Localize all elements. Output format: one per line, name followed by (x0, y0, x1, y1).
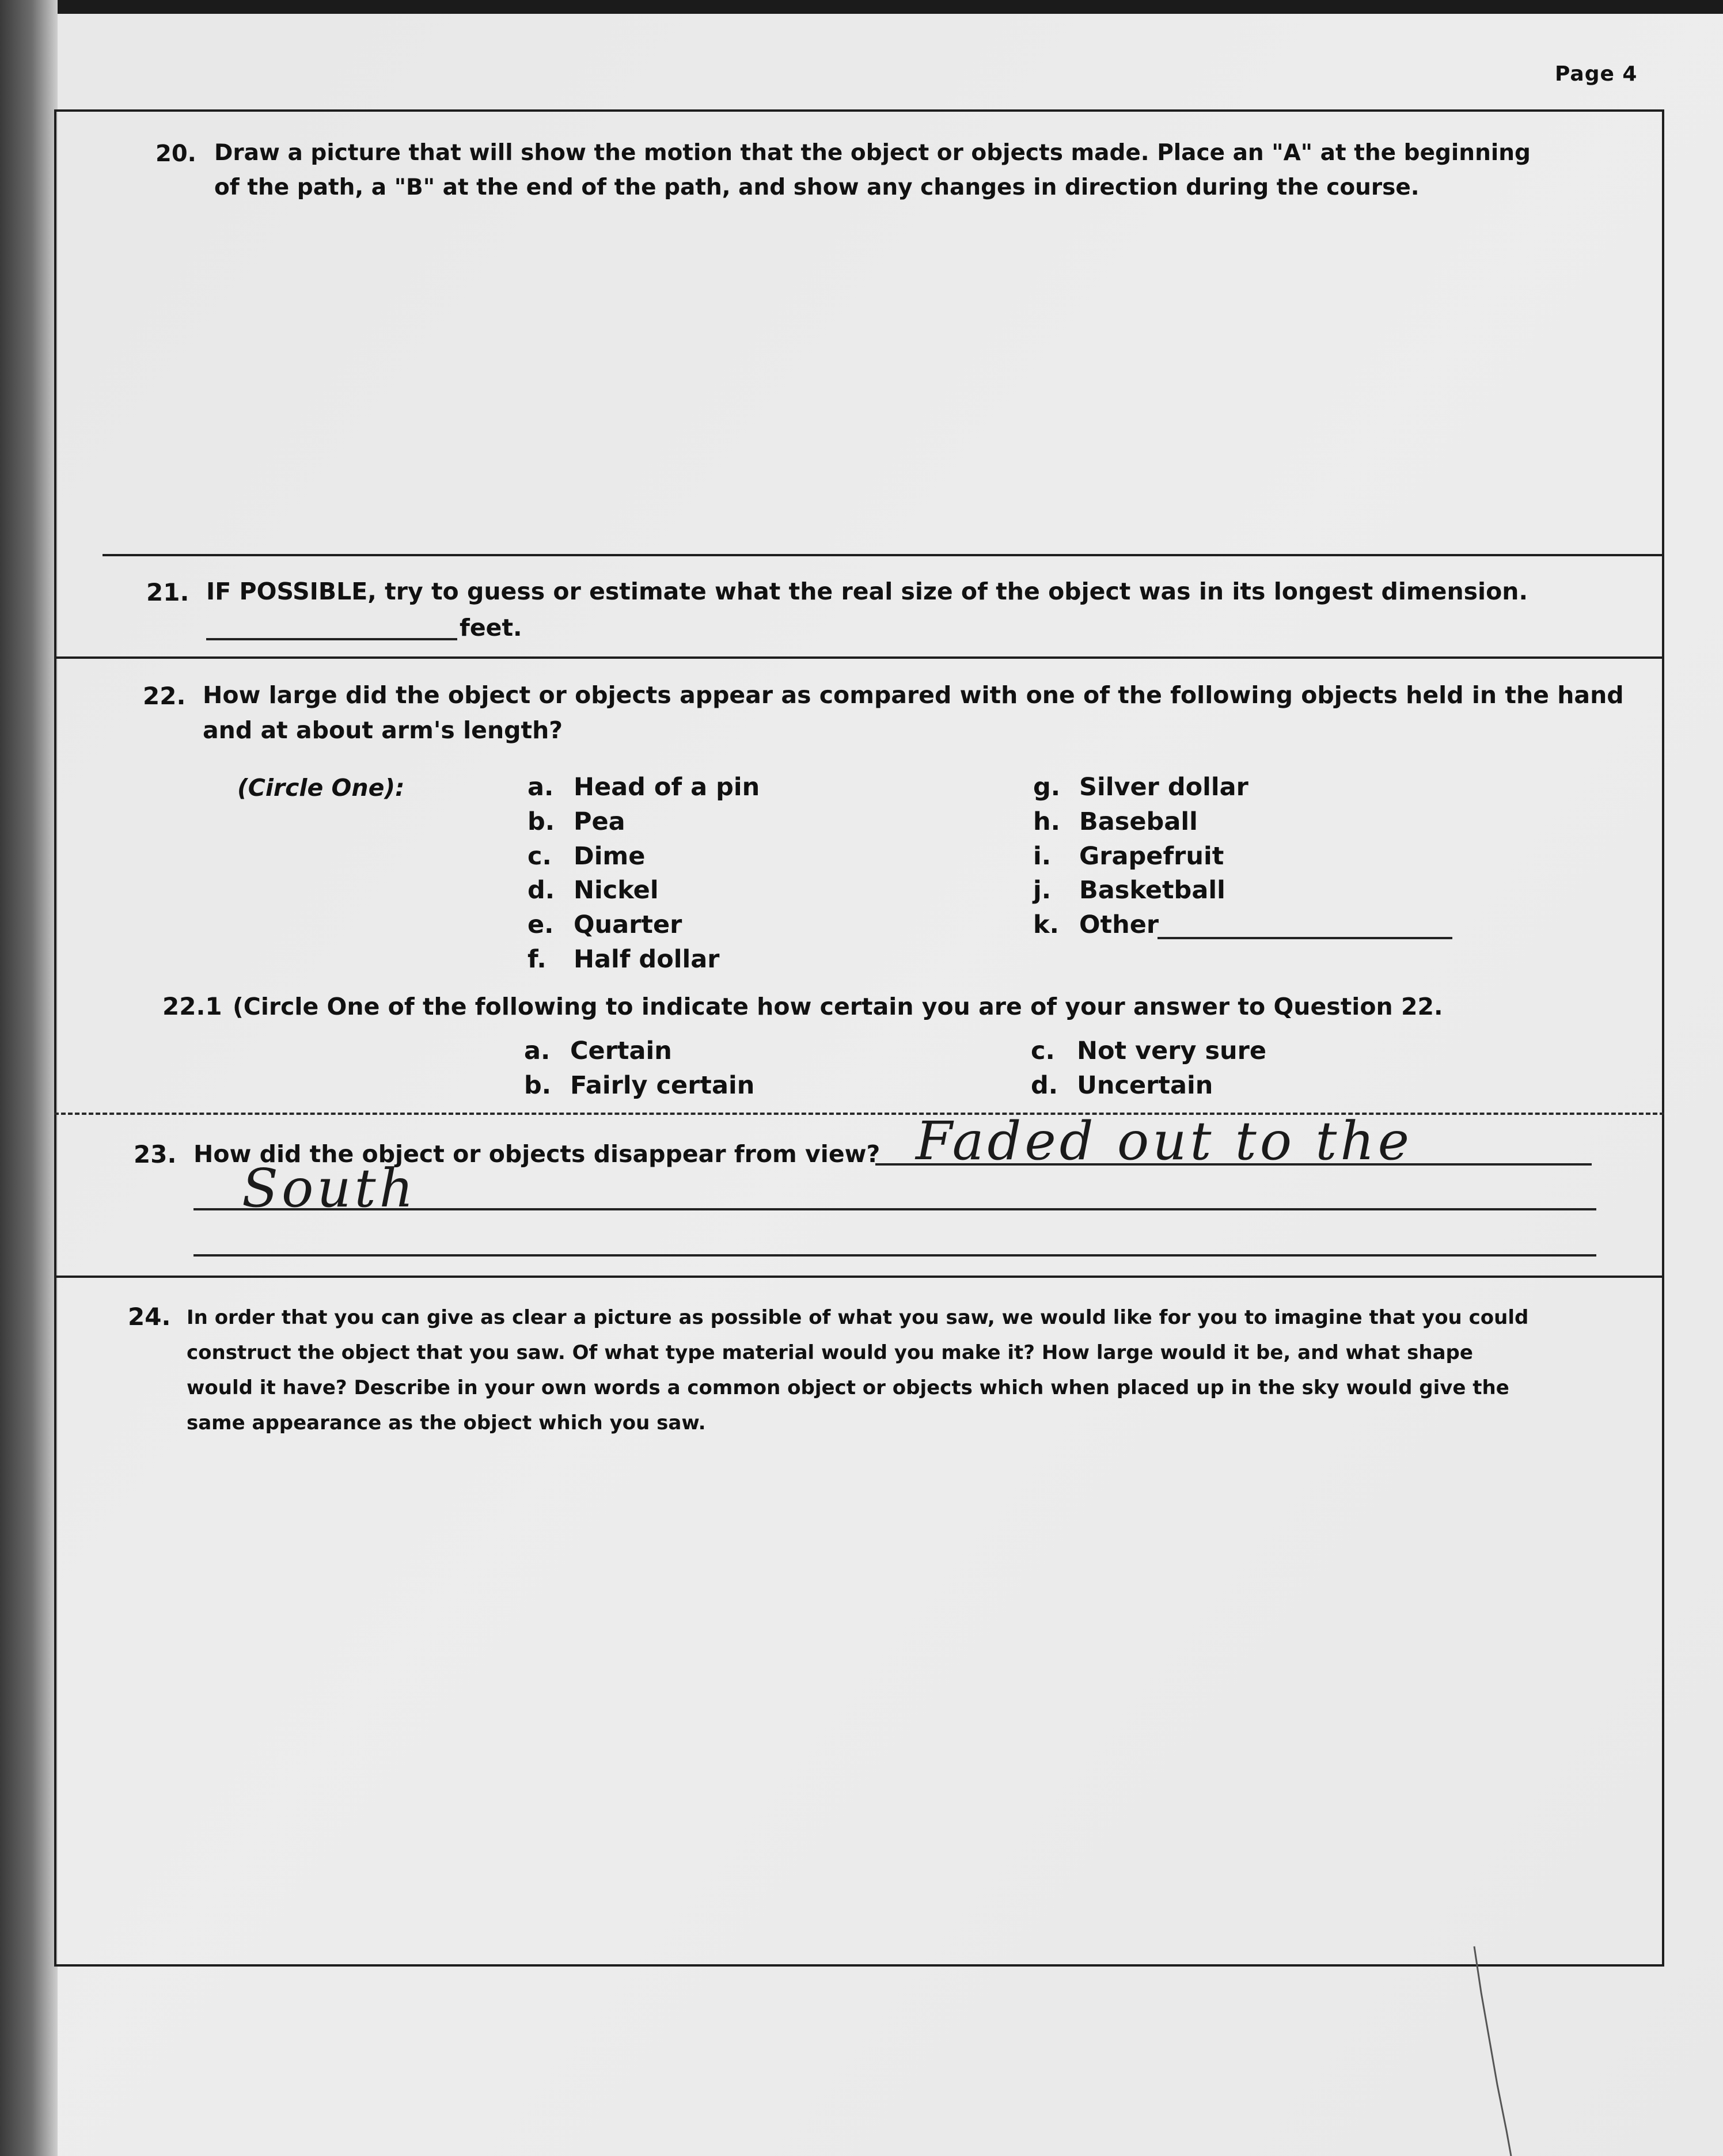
q24-text-line1: In order that you can give as clear a picture as possible of what you saw, we would like for you to imagine that you could (187, 1306, 1529, 1329)
scan-left-shadow (0, 0, 58, 2156)
divider-22-23 (54, 1113, 1664, 1115)
q23-text: How did the object or objects disappear from view? (193, 1140, 881, 1168)
q22-option-j[interactable]: j. Basketball (1033, 876, 1225, 905)
q22-1-number: 22.1 (162, 992, 222, 1020)
q24-text-line2: construct the object that you saw. Of what type material would you make it? How large would it be, and what shape (187, 1341, 1473, 1364)
q24-text-line3: would it have? Describe in your own words a common object or objects which when placed up in the sky would give the (187, 1376, 1509, 1399)
q24-number: 24. (128, 1303, 171, 1331)
q23-answer-line3[interactable] (193, 1254, 1596, 1257)
page-number: Page 4 (1555, 62, 1638, 86)
q22-option-d[interactable]: d. Nickel (527, 876, 659, 905)
q22-option-k[interactable]: k. Other (1033, 910, 1159, 939)
q22-text-line2: and at about arm's length? (203, 716, 563, 744)
q22-instruction: (Circle One): (237, 774, 405, 802)
q24-answer-area[interactable] (104, 1451, 1659, 1946)
q22-option-e[interactable]: e. Quarter (527, 910, 682, 939)
q21-size-blank[interactable] (206, 638, 457, 640)
q22-option-f[interactable]: f. Half dollar (527, 945, 720, 974)
q21-text: IF POSSIBLE, try to guess or estimate what the real size of the object was in its longest dimension. (206, 578, 1528, 605)
q20-text-line2: of the path, a "B" at the end of the path, and show any changes in direction during the course. (214, 174, 1420, 200)
q22-1-text: (Circle One of the following to indicate how certain you are of your answer to Question 22. (233, 993, 1443, 1020)
q22-option-h[interactable]: h. Baseball (1033, 807, 1198, 836)
q22-1-option-a[interactable]: a. Certain (524, 1037, 672, 1065)
divider-21-22 (54, 656, 1664, 659)
divider-20-21 (103, 554, 1664, 556)
q20-text-line1: Draw a picture that will show the motion that the object or objects made. Place an "A" at the beginning (214, 140, 1531, 166)
q23-handwritten-answer-line2: South (242, 1157, 417, 1219)
q22-option-b[interactable]: b. Pea (527, 807, 625, 836)
q20-drawing-area[interactable] (104, 219, 1659, 547)
q21-number: 21. (146, 578, 189, 606)
divider-23-24 (54, 1276, 1664, 1278)
q22-1-option-b[interactable]: b. Fairly certain (524, 1071, 755, 1100)
q22-text-line1: How large did the object or objects appear as compared with one of the following objects held in the hand (203, 681, 1624, 709)
q22-option-i[interactable]: i. Grapefruit (1033, 842, 1224, 871)
q22-option-c[interactable]: c. Dime (527, 842, 646, 871)
q22-1-option-c[interactable]: c. Not very sure (1031, 1037, 1267, 1065)
q22-1-option-d[interactable]: d. Uncertain (1031, 1071, 1213, 1100)
q23-number: 23. (134, 1140, 177, 1168)
q22-option-g[interactable]: g. Silver dollar (1033, 773, 1248, 802)
q20-number: 20. (155, 141, 196, 167)
scan-top-border (0, 0, 1723, 14)
q22-option-a[interactable]: a. Head of a pin (527, 773, 760, 802)
q22-other-blank[interactable] (1157, 937, 1452, 939)
q21-unit: feet. (460, 614, 522, 642)
q22-number: 22. (143, 682, 186, 710)
q24-text-line4: same appearance as the object which you saw. (187, 1411, 706, 1434)
q23-handwritten-answer-line1: Faded out to the (916, 1110, 1413, 1172)
